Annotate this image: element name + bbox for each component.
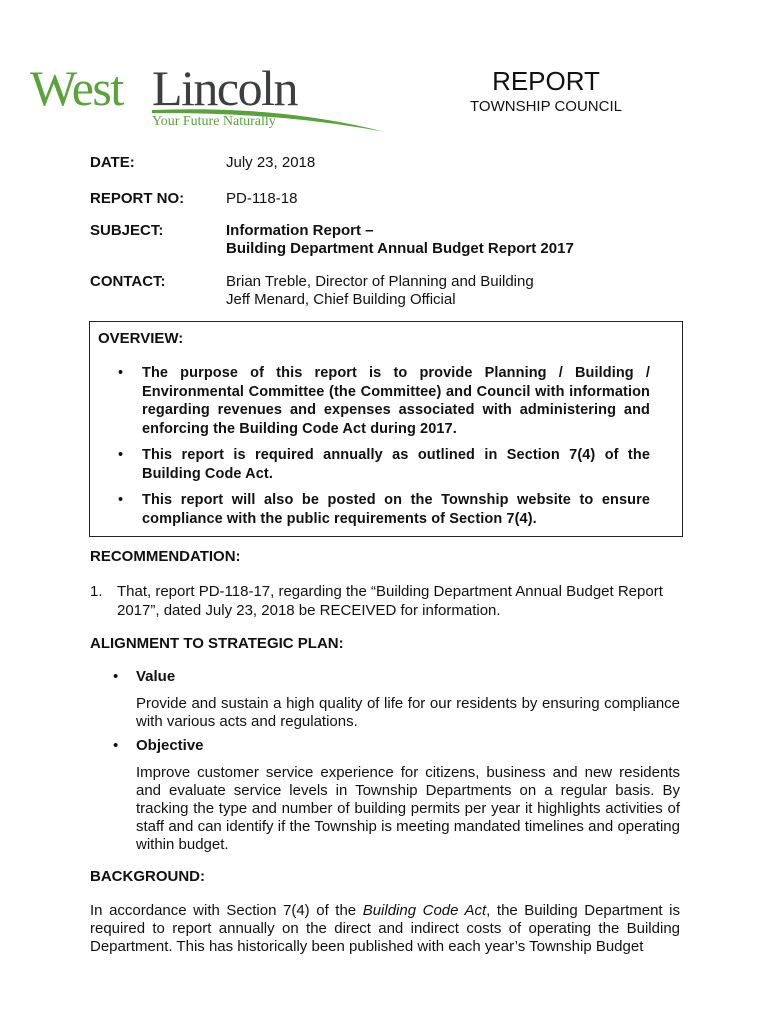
report-no-label: REPORT NO: [90, 190, 185, 207]
overview-box [89, 321, 683, 537]
contact-line-2: Jeff Menard, Chief Building Official [226, 291, 456, 308]
overview-list [118, 364, 650, 536]
logo-word-lincoln: Lincoln [152, 60, 298, 116]
recommendation-heading: RECOMMENDATION: [90, 548, 241, 565]
alignment-item-objective [113, 737, 680, 854]
contact-line-1: Brian Treble, Director of Planning and Building [226, 273, 534, 290]
bullet-icon: • [113, 737, 119, 754]
overview-item: • This report will also be posted on the Township website to ensure compliance with the public requirements of Section 7(4). [118, 492, 650, 527]
alignment-item-text: Provide and sustain a high quality of life for our residents by ensuring compliance with various acts and regulations. [136, 695, 680, 730]
report-title: REPORT [492, 66, 600, 96]
background-heading: BACKGROUND: [90, 868, 205, 885]
logo-word-west: West [30, 60, 123, 116]
date-value: July 23, 2018 [226, 154, 316, 171]
subject-label: SUBJECT: [90, 222, 164, 239]
alignment-heading: ALIGNMENT TO STRATEGIC PLAN: [90, 635, 344, 652]
bullet-icon: • [118, 365, 124, 381]
overview-heading: OVERVIEW: [98, 330, 184, 347]
recommendation-number: 1. [90, 583, 103, 600]
west-lincoln-logo [30, 60, 390, 138]
report-no-value: PD-118-18 [226, 190, 298, 207]
alignment-item-title: Value [136, 668, 176, 685]
logo-tagline: Your Future Naturally [152, 114, 276, 129]
overview-item: • This report is required annually as outlined in Section 7(4) of the Building Code Act. [118, 447, 650, 482]
date-label: DATE: [90, 154, 135, 171]
alignment-item-title: Objective [136, 737, 204, 754]
bullet-icon: • [118, 492, 124, 508]
bullet-icon: • [113, 668, 119, 685]
recommendation-text: That, report PD-118-17, regarding the “Building Department Annual Budget Report 2017”, dated July 23, 2018 be RECEIVED for information. [117, 583, 663, 619]
report-header [466, 66, 626, 116]
recommendation-item [90, 582, 682, 620]
alignment-item-value [113, 668, 680, 731]
contact-label: CONTACT: [90, 273, 166, 290]
alignment-item-text: Improve customer service experience for citizens, business and new residents and evaluate service levels in Township Departments on a regular basis. By tracking the type and number of building permits per year it highlights activities of staff and can identify if the Township is meeting mandated timelines and operating within budget. [136, 764, 680, 853]
subject-line-2: Building Department Annual Budget Report 2017 [226, 240, 574, 257]
bullet-icon: • [118, 447, 124, 463]
act-name: Building Code Act [362, 902, 487, 919]
report-subtitle: TOWNSHIP COUNCIL [470, 98, 622, 115]
background-paragraph: In accordance with Section 7(4) of the Building Code Act, the Building Department is required to report annually on the direct and indirect costs of operating the Building Department. This has historically been published with each year’s Township Budget [90, 902, 680, 955]
subject-line-1: Information Report – [226, 222, 374, 239]
overview-item: • The purpose of this report is to provide Planning / Building / Environmental Committee (the Committee) and Council with information regarding revenues and expenses associated with administering and enforcing the Building Code Act during 2017. [118, 365, 650, 437]
